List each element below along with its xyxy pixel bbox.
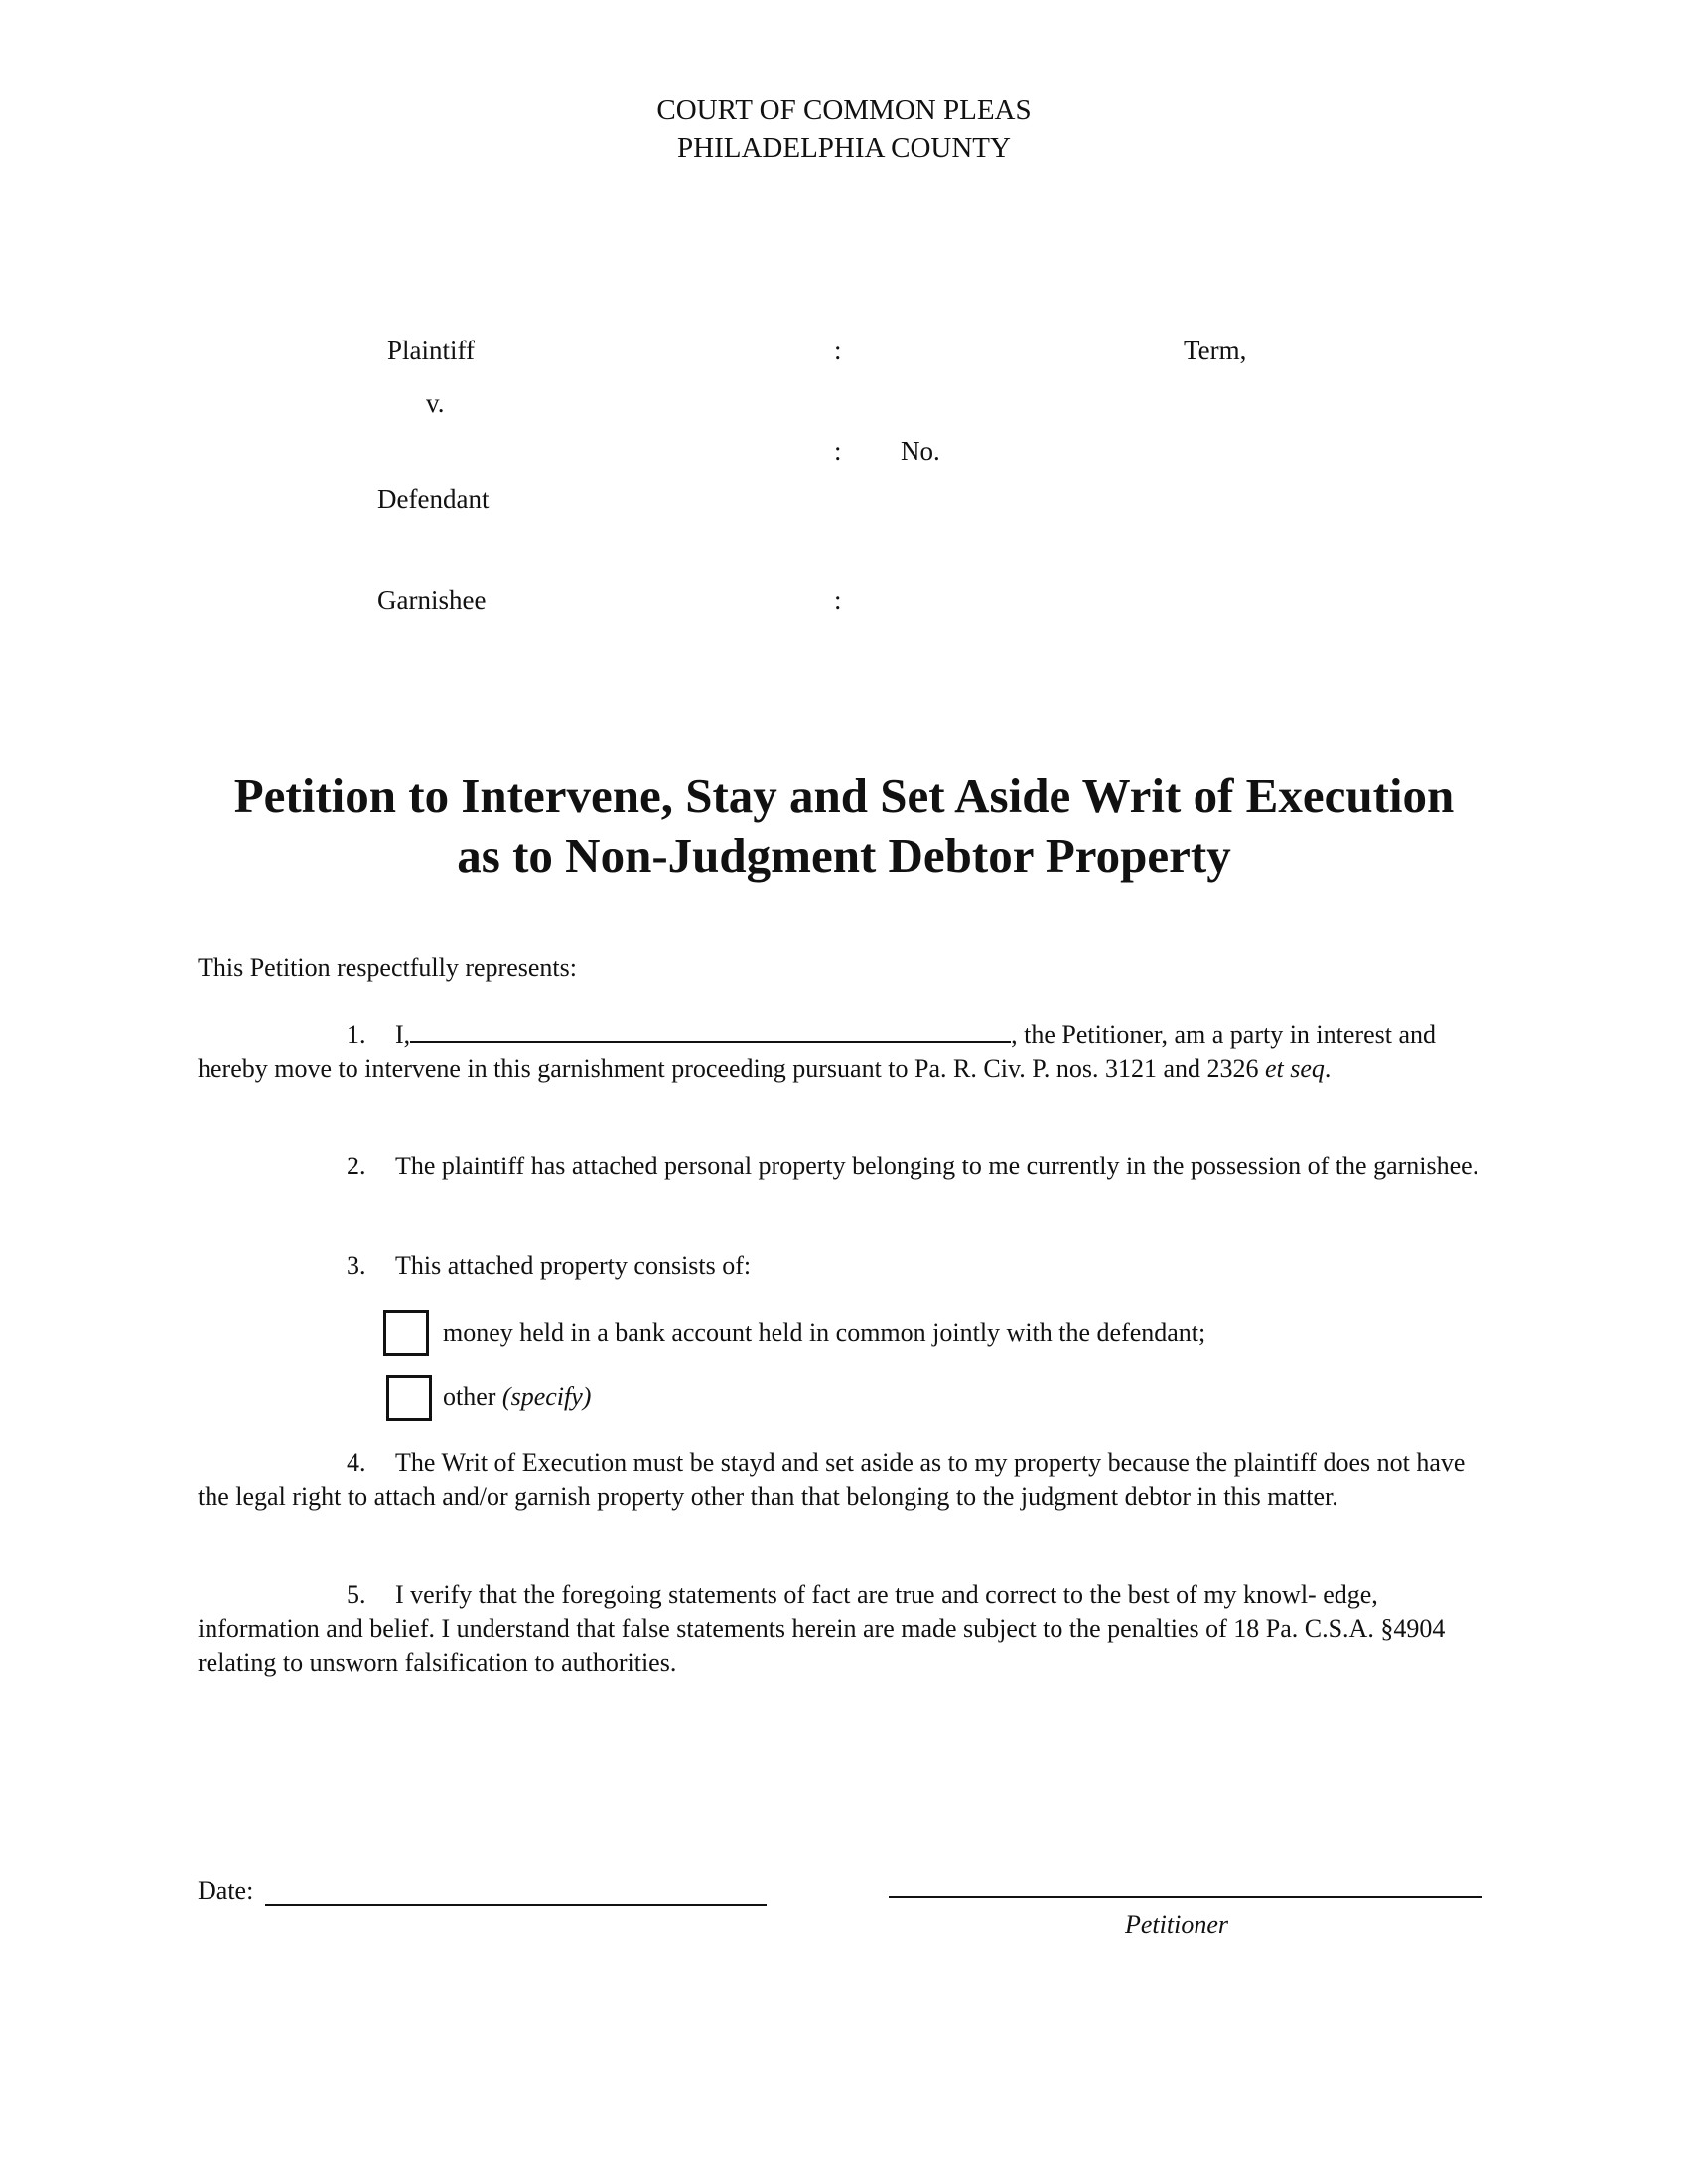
paragraph-1-end: . [1324, 1054, 1332, 1083]
paragraph-1-text: , the Petitioner, am a party in interest and hereby move to intervene in this garnishment proceeding pursuant to Pa. R. Civ. P. nos. 3121 and 2326 [198, 1021, 1437, 1083]
paragraph-number: 5. [347, 1580, 366, 1609]
paragraph-number: 2. [347, 1152, 366, 1180]
other-option-specify: (specify) [501, 1382, 592, 1411]
paragraph-2 [198, 1150, 1480, 1183]
document-title-line1: Petition to Intervene, Stay and Set Aside Writ of Execution [233, 768, 1455, 823]
intro-text: This Petition respectfully represents: [198, 953, 577, 982]
term-label: Term, [1184, 336, 1247, 365]
paragraph-3-text: This attached property consists of: [395, 1251, 752, 1280]
plaintiff-label: Plaintiff [387, 336, 476, 365]
petitioner-label: Petitioner [1125, 1910, 1228, 1939]
garnishee-label: Garnishee [377, 585, 487, 614]
document-title-line2: as to Non-Judgment Debtor Property [457, 828, 1231, 883]
caption-colon: : [834, 436, 842, 466]
bank-account-option-label: money held in a bank account held in common jointly with the defendant; [443, 1318, 1206, 1347]
paragraph-5 [198, 1578, 1480, 1680]
versus-label: v. [426, 388, 445, 418]
paragraph-number: 3. [347, 1251, 366, 1280]
petitioner-signature-line[interactable] [889, 1896, 1482, 1898]
petitioner-name-field[interactable] [410, 1018, 1011, 1043]
court-name: COURT OF COMMON PLEAS [656, 94, 1032, 126]
paragraph-4-text: The Writ of Execution must be stayd and set aside as to my property because the plaintiff does not have the legal right to attach and/or garnish property other than that belonging to the judgment debtor in this matter. [198, 1448, 1466, 1511]
date-field[interactable] [265, 1904, 767, 1906]
paragraph-5-text: I verify that the foregoing statements of fact are true and correct to the best of my knowl- edge, information and belief. I understand that false statements herein are made subject to the penalties of 18 Pa. C.S.A. §4904 relating to unsworn falsification to authorities. [198, 1580, 1446, 1677]
county-name: PHILADELPHIA COUNTY [677, 132, 1011, 164]
paragraph-4 [198, 1446, 1480, 1514]
other-option-label [443, 1380, 591, 1414]
other-checkbox[interactable] [386, 1375, 432, 1421]
caption-colon: : [834, 336, 842, 365]
paragraph-2-text: The plaintiff has attached personal property belonging to me currently in the possession of the garnishee. [395, 1152, 1479, 1180]
paragraph-1 [198, 1018, 1480, 1086]
number-label: No. [901, 436, 940, 466]
bank-account-checkbox[interactable] [383, 1310, 429, 1356]
paragraph-1-prefix: I, [395, 1021, 411, 1049]
paragraph-3 [198, 1249, 1480, 1283]
paragraph-number: 1. [347, 1021, 366, 1049]
paragraph-number: 4. [347, 1448, 366, 1477]
caption-colon: : [834, 585, 842, 614]
paragraph-1-italic: et seq [1265, 1054, 1325, 1083]
defendant-label: Defendant [377, 484, 490, 514]
other-option-prefix: other [443, 1382, 502, 1411]
date-label: Date: [198, 1876, 254, 1905]
